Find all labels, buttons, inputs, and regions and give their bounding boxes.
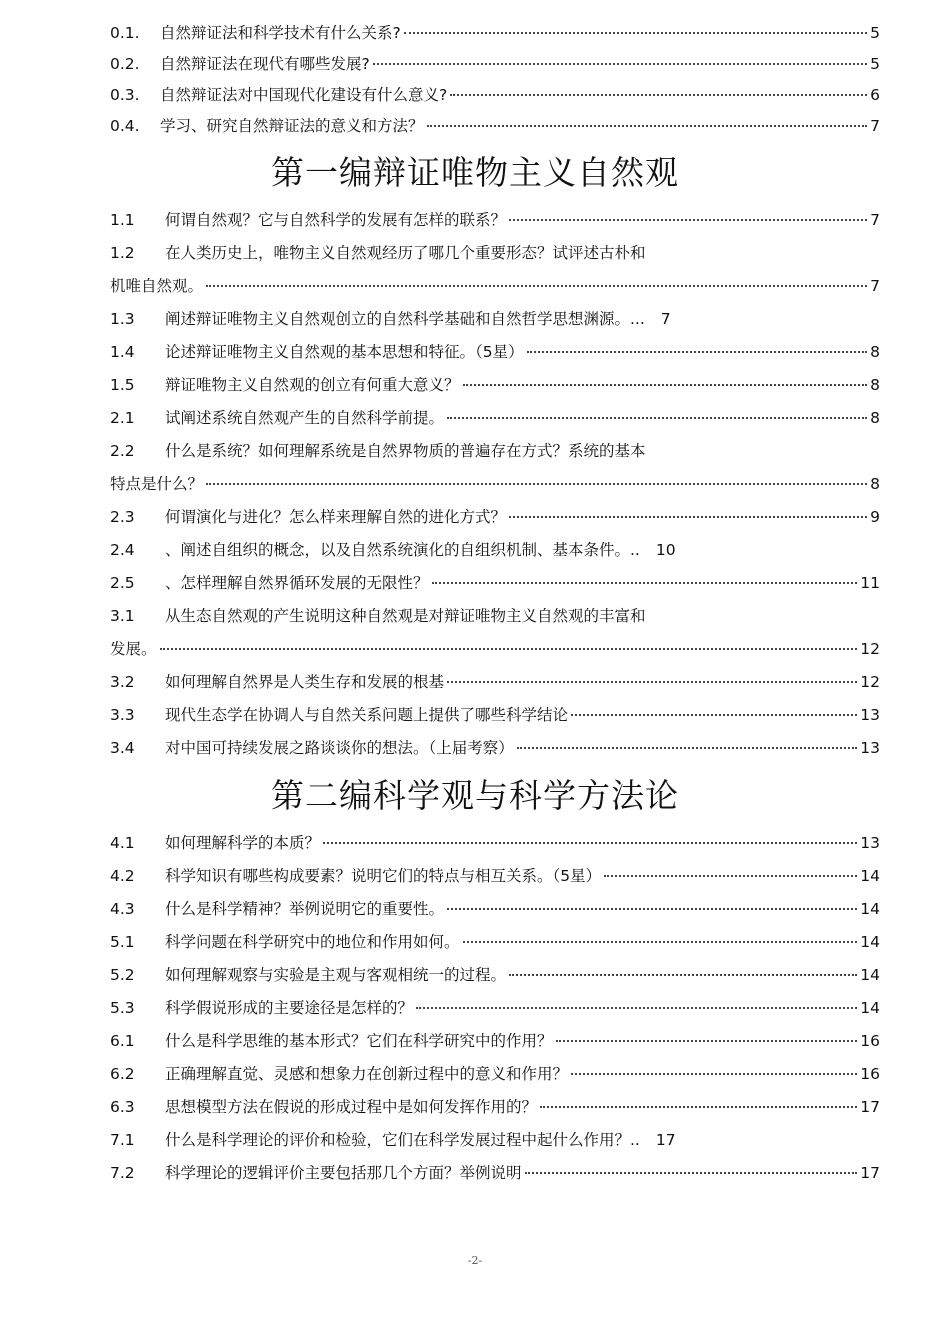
toc-entry-page: 16 (860, 1032, 880, 1050)
toc-entry-number: 4.3 (110, 900, 135, 918)
toc-entry-page: 8 (870, 409, 880, 427)
toc-entry-number: 1.2 (110, 244, 135, 262)
toc-entry-title: 从生态自然观的产生说明这种自然观是对辩证唯物主义自然观的丰富和 (165, 607, 646, 625)
dot-leader (427, 125, 868, 127)
dot-leader (416, 1007, 857, 1009)
dot-leader (447, 417, 867, 419)
toc-entry (110, 926, 880, 959)
toc-entry (110, 303, 880, 336)
toc-entry (110, 600, 880, 633)
toc-entry-number: 1.3 (110, 310, 135, 328)
dot-leader (432, 582, 858, 584)
toc-entry (110, 567, 880, 600)
section-heading: 第一编辩证唯物主义自然观 (271, 153, 679, 192)
toc-entry (110, 369, 880, 402)
toc-entry-title: 科学假说形成的主要途径是怎样的？ (165, 999, 414, 1017)
toc-entry-title: 科学理论的逻辑评价主要包括那几个方面？举例说明 (165, 1164, 522, 1182)
toc-entry-number: 2.1 (110, 409, 135, 427)
toc-entry (110, 959, 880, 992)
toc-entry-page: 14 (860, 867, 880, 885)
dot-leader (447, 681, 857, 683)
toc-entry (110, 111, 880, 142)
toc-entry-page: 16 (860, 1065, 880, 1083)
toc-entry-title: 思想模型方法在假说的形成过程中是如何发挥作用的？ (165, 1098, 538, 1116)
toc-entry (110, 80, 880, 111)
toc-entry-number: 6.1 (110, 1032, 135, 1050)
toc-entry-number: 7.1 (110, 1131, 135, 1149)
section-heading: 第二编科学观与科学方法论 (271, 776, 679, 815)
toc-entry-number: 0.1. (110, 24, 140, 42)
toc-entry-title: 、阐述自组织的概念，以及自然系统演化的自组织机制、基本条件。.. (165, 541, 640, 559)
toc-entry-page: 5 (870, 55, 880, 73)
toc-entry-number: 3.1 (110, 607, 135, 625)
toc-entry-number: 0.2. (110, 55, 140, 73)
toc-entry (110, 1058, 880, 1091)
toc-entry-title: 什么是科学思维的基本形式？它们在科学研究中的作用？ (165, 1032, 553, 1050)
toc-entry-title: 阐述辩证唯物主义自然观创立的自然科学基础和自然哲学思想渊源。... (165, 310, 645, 328)
dot-leader (463, 384, 868, 386)
toc-entry-number: 2.3 (110, 508, 135, 526)
page-number-footer: -2- (467, 1254, 483, 1267)
toc-entry-page: 17 (860, 1164, 880, 1182)
toc-entry-number: 0.3. (110, 86, 140, 104)
dot-leader (206, 483, 867, 485)
toc-entry-page: 5 (870, 24, 880, 42)
table-of-contents (110, 18, 880, 1190)
toc-entry-number: 4.2 (110, 867, 135, 885)
toc-entry-title: 科学问题在科学研究中的地位和作用如何。 (165, 933, 460, 951)
toc-entry-page: 6 (870, 86, 880, 104)
toc-entry-title: 学习、研究自然辩证法的意义和方法？ (160, 117, 424, 135)
toc-entry-title: 、怎样理解自然界循环发展的无限性？ (165, 574, 429, 592)
toc-entry-title: 现代生态学在协调人与自然关系问题上提供了哪些科学结论 (165, 706, 569, 724)
toc-entry-page: 7 (870, 277, 880, 295)
toc-entry (110, 336, 880, 369)
toc-entry (110, 501, 880, 534)
toc-entry (110, 732, 880, 765)
toc-entry (110, 435, 880, 468)
toc-entry-number: 5.2 (110, 966, 135, 984)
dot-leader (447, 908, 857, 910)
toc-entry-title: 何谓自然观？它与自然科学的发展有怎样的联系？ (165, 211, 507, 229)
toc-entry-title: 如何理解观察与实验是主观与客观相统一的过程。 (165, 966, 507, 984)
toc-entry-title: 什么是科学精神？举例说明它的重要性。 (165, 900, 445, 918)
toc-entry-page: 12 (860, 640, 880, 658)
dot-leader (525, 1172, 858, 1174)
toc-entry-page: 13 (860, 834, 880, 852)
toc-entry (110, 1124, 880, 1157)
toc-entry (110, 992, 880, 1025)
toc-entry-number: 4.1 (110, 834, 135, 852)
toc-entry-number: 7.2 (110, 1164, 135, 1182)
toc-entry-title-continued: 发展。 (110, 640, 157, 658)
dot-leader (571, 714, 857, 716)
toc-entry-continuation (110, 633, 880, 666)
toc-entry-number: 1.4 (110, 343, 135, 361)
toc-entry-page: 8 (870, 475, 880, 493)
toc-entry-number: 5.1 (110, 933, 135, 951)
toc-entry (110, 827, 880, 860)
toc-entry (110, 402, 880, 435)
toc-entry-number: 5.3 (110, 999, 135, 1017)
dot-leader (527, 351, 868, 353)
dot-leader (509, 974, 857, 976)
dot-leader (160, 648, 858, 650)
toc-entry-title: 什么是科学理论的评价和检验，它们在科学发展过程中起什么作用？.. (165, 1131, 640, 1149)
toc-entry-number: 6.3 (110, 1098, 135, 1116)
dot-leader (450, 94, 867, 96)
toc-entry-title-continued: 机唯自然观。 (110, 277, 204, 295)
toc-entry-page: 14 (860, 999, 880, 1017)
toc-entry-title: 试阐述系统自然观产生的自然科学前提。 (165, 409, 445, 427)
toc-entry-continuation (110, 468, 880, 501)
toc-entry-page: 8 (870, 343, 880, 361)
toc-entry (110, 1157, 880, 1190)
toc-entry (110, 699, 880, 732)
toc-entry-title: 如何理解自然界是人类生存和发展的根基 (165, 673, 445, 691)
toc-entry-continuation (110, 270, 880, 303)
dot-leader (556, 1040, 858, 1042)
toc-entry-title: 自然辩证法在现代有哪些发展? (160, 55, 370, 73)
toc-entry-page: 14 (860, 900, 880, 918)
toc-entry-page: 9 (870, 508, 880, 526)
toc-entry-page: 13 (860, 739, 880, 757)
toc-entry-number: 2.4 (110, 541, 135, 559)
toc-entry-title: 科学知识有哪些构成要素？说明它们的特点与相互关系。（5星） (165, 867, 602, 885)
toc-entry (110, 1091, 880, 1124)
toc-entry-number: 3.3 (110, 706, 135, 724)
toc-entry-title: 在人类历史上，唯物主义自然观经历了哪几个重要形态？试评述古朴和 (165, 244, 646, 262)
dot-leader (373, 63, 867, 65)
toc-entry-title: 自然辩证法和科学技术有什么关系? (160, 24, 401, 42)
dot-leader (463, 941, 858, 943)
dot-leader (206, 285, 867, 287)
toc-entry-number: 1.1 (110, 211, 135, 229)
toc-entry-page: 12 (860, 673, 880, 691)
toc-entry-number: 2.2 (110, 442, 135, 460)
toc-entry-number: 3.4 (110, 739, 135, 757)
dot-leader (540, 1106, 857, 1108)
toc-entry (110, 237, 880, 270)
toc-entry-number: 3.2 (110, 673, 135, 691)
toc-entry-number: 0.4. (110, 117, 140, 135)
toc-entry (110, 49, 880, 80)
dot-leader (404, 32, 867, 34)
toc-entry-page: 7 (870, 211, 880, 229)
toc-entry-number: 6.2 (110, 1065, 135, 1083)
dot-leader (509, 219, 867, 221)
toc-entry-title: 如何理解科学的本质？ (165, 834, 321, 852)
toc-entry (110, 534, 880, 567)
toc-entry-title: 辩证唯物主义自然观的创立有何重大意义？ (165, 376, 460, 394)
toc-entry-title: 正确理解直觉、灵感和想象力在创新过程中的意义和作用？ (165, 1065, 569, 1083)
toc-entry-number: 2.5 (110, 574, 135, 592)
toc-entry-title-continued: 特点是什么？ (110, 475, 204, 493)
toc-entry-title: 对中国可持续发展之路谈谈你的想法。（上届考察） (165, 739, 514, 757)
toc-entry-page: 10 (655, 541, 676, 559)
toc-entry-page: 11 (860, 574, 880, 592)
toc-entry-title: 什么是系统？如何理解系统是自然界物质的普遍存在方式？系统的基本 (165, 442, 646, 460)
toc-entry (110, 18, 880, 49)
toc-entry-page: 13 (860, 706, 880, 724)
toc-entry-page: 14 (860, 933, 880, 951)
toc-entry-page: 14 (860, 966, 880, 984)
toc-entry (110, 204, 880, 237)
toc-entry (110, 860, 880, 893)
dot-leader (571, 1073, 857, 1075)
dot-leader (323, 842, 857, 844)
dot-leader (604, 875, 857, 877)
dot-leader (517, 747, 858, 749)
toc-entry (110, 1025, 880, 1058)
toc-entry (110, 893, 880, 926)
toc-entry (110, 666, 880, 699)
dot-leader (509, 516, 867, 518)
toc-entry-page: 8 (870, 376, 880, 394)
toc-entry-page: 17 (860, 1098, 880, 1116)
toc-entry-page: 7 (660, 310, 671, 328)
toc-entry-number: 1.5 (110, 376, 135, 394)
toc-entry-title: 自然辩证法对中国现代化建设有什么意义? (160, 86, 448, 104)
toc-entry-page: 17 (655, 1131, 676, 1149)
toc-entry-page: 7 (870, 117, 880, 135)
toc-entry-title: 论述辩证唯物主义自然观的基本思想和特征。（5星） (165, 343, 524, 361)
toc-entry-title: 何谓演化与进化？怎么样来理解自然的进化方式？ (165, 508, 507, 526)
